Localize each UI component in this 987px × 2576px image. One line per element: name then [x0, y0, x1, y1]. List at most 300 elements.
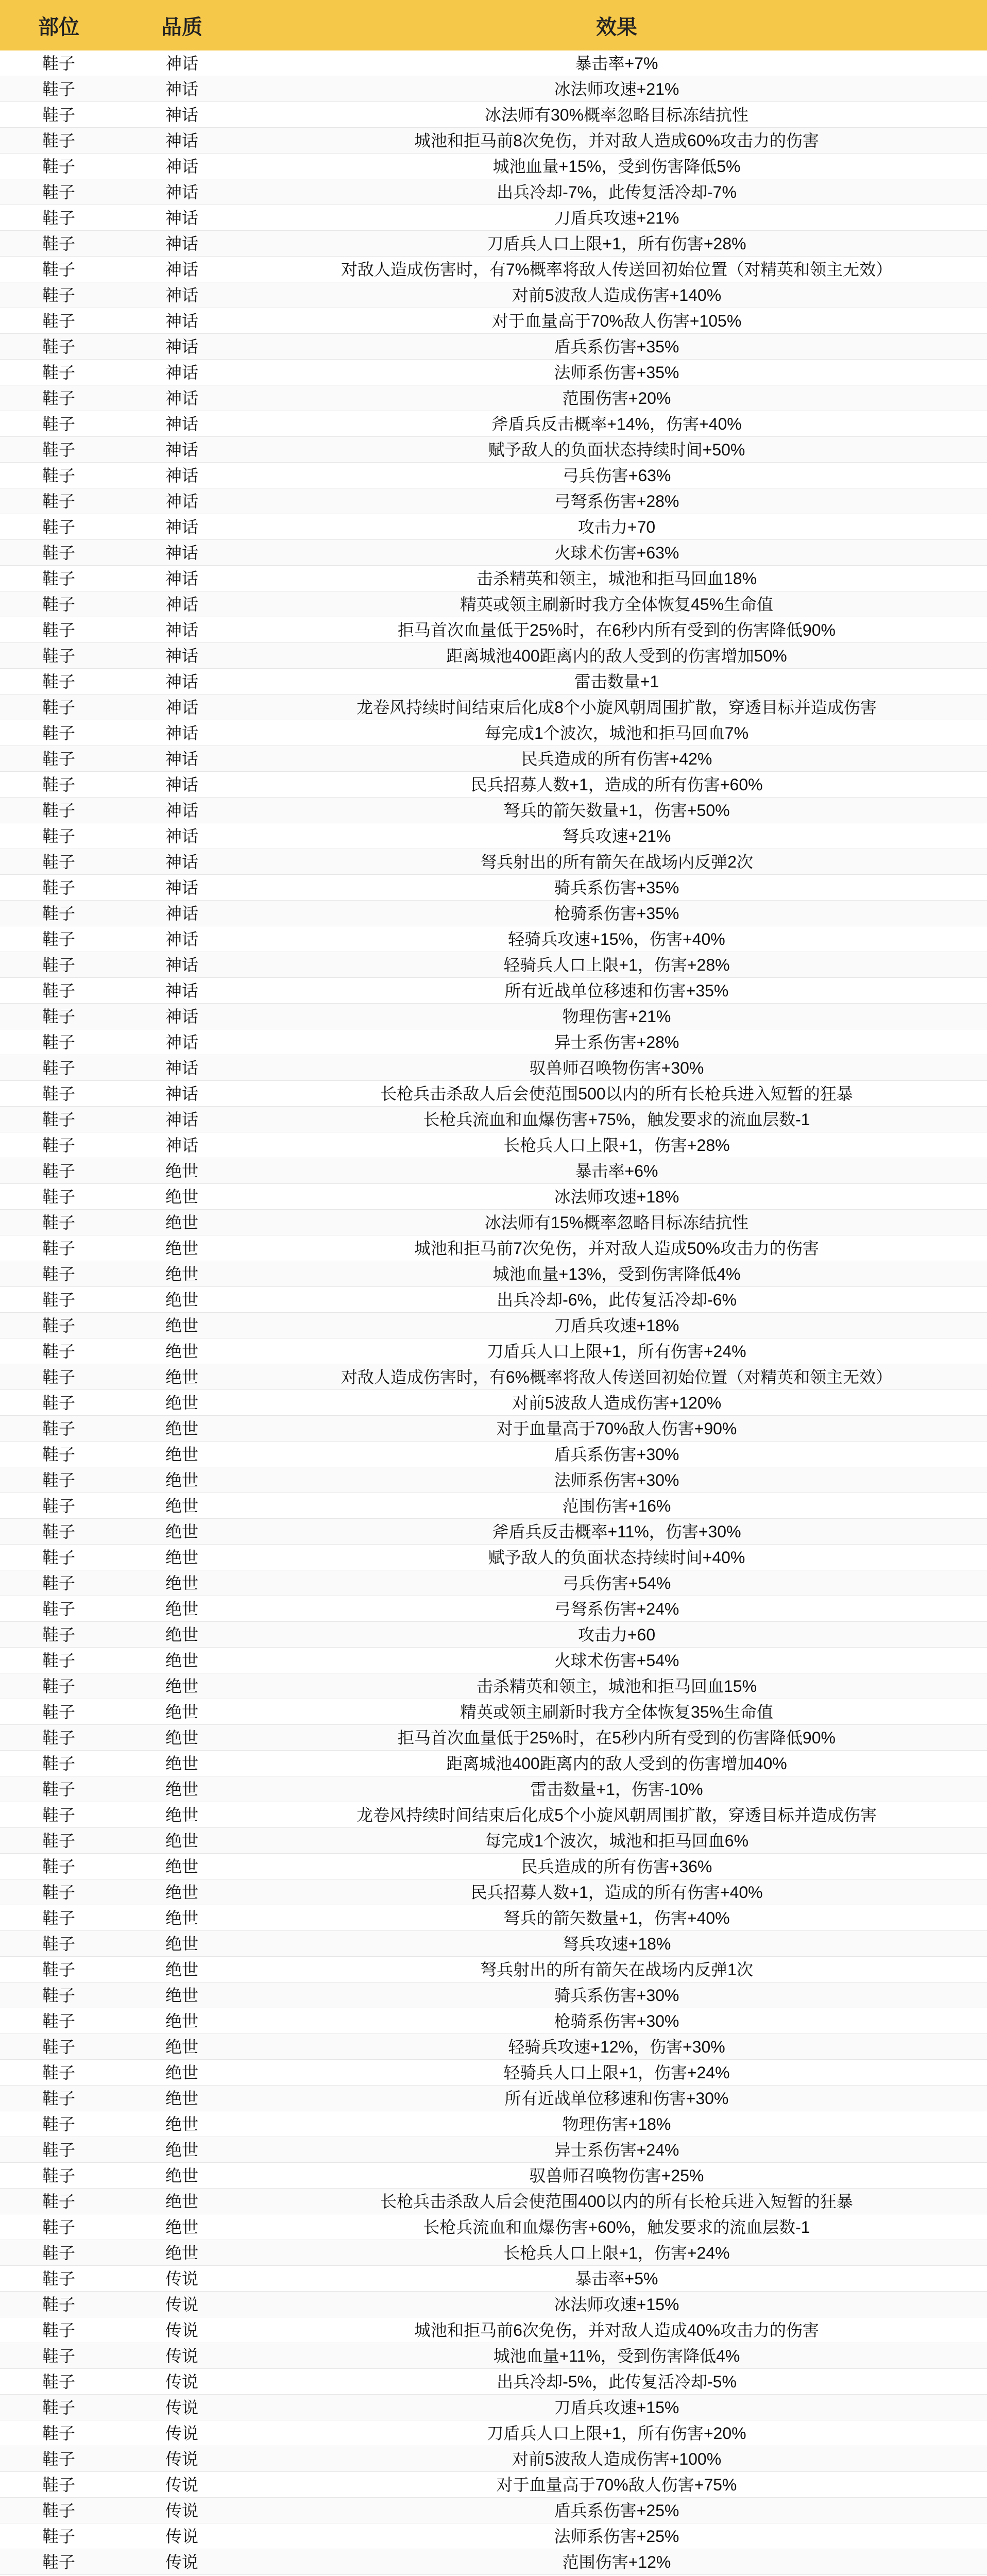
table-row	[0, 1751, 987, 1776]
table-row	[0, 1776, 987, 1802]
cell-effect: 弩兵的箭矢数量+1，伤害+40%	[503, 1908, 730, 1927]
cell-effect: 弓弩系伤害+28%	[554, 492, 679, 511]
cell-quality: 传说	[165, 2424, 198, 2443]
cell-effect: 冰法师攻速+18%	[554, 1187, 679, 1206]
cell-quality: 神话	[165, 1110, 198, 1129]
cell-slot: 鞋子	[42, 1393, 75, 1412]
cell-quality: 绝世	[165, 1805, 198, 1824]
cell-effect: 城池和拒马前8次免伤，并对敌人造成60%攻击力的伤害	[414, 131, 819, 150]
cell-slot: 鞋子	[42, 337, 75, 356]
table-row	[0, 257, 987, 282]
cell-quality: 神话	[165, 955, 198, 974]
cell-slot: 鞋子	[42, 1496, 75, 1515]
cell-quality: 神话	[165, 311, 198, 330]
cell-effect: 盾兵系伤害+30%	[554, 1445, 679, 1464]
cell-effect: 暴击率+6%	[575, 1161, 658, 1180]
cell-effect: 驭兽师召唤物伤害+30%	[529, 1058, 704, 1077]
cell-slot: 鞋子	[42, 79, 75, 98]
cell-quality: 绝世	[165, 1934, 198, 1953]
cell-quality: 绝世	[165, 1496, 198, 1515]
cell-slot: 鞋子	[42, 1573, 75, 1592]
cell-effect: 法师系伤害+25%	[554, 2527, 679, 2546]
cell-slot: 鞋子	[42, 131, 75, 150]
cell-slot: 鞋子	[42, 1084, 75, 1103]
cell-slot: 鞋子	[42, 466, 75, 485]
cell-slot: 鞋子	[42, 388, 75, 408]
cell-slot: 鞋子	[42, 1548, 75, 1567]
cell-effect: 轻骑兵人口上限+1，伤害+24%	[503, 2063, 730, 2082]
table-row	[0, 1313, 987, 1338]
cell-quality: 绝世	[165, 1986, 198, 2005]
cell-quality: 神话	[165, 826, 198, 845]
table-row	[0, 1854, 987, 1879]
cell-effect: 雷击数量+1，伤害-10%	[530, 1780, 703, 1799]
table-row	[0, 591, 987, 617]
table-row	[0, 488, 987, 514]
cell-slot: 鞋子	[42, 2424, 75, 2443]
cell-slot: 鞋子	[42, 311, 75, 330]
cell-effect: 轻骑兵攻速+12%，伤害+30%	[508, 2037, 725, 2056]
cell-effect: 对前5波敌人造成伤害+100%	[512, 2449, 722, 2468]
cell-quality: 神话	[165, 131, 198, 150]
cell-slot: 鞋子	[42, 1110, 75, 1129]
cell-quality: 绝世	[165, 1908, 198, 1927]
cell-quality: 神话	[165, 1058, 198, 1077]
cell-effect: 长枪兵流血和血爆伤害+75%，触发要求的流血层数-1	[423, 1110, 810, 1129]
cell-quality: 绝世	[165, 1470, 198, 1489]
table-row	[0, 514, 987, 540]
cell-quality: 绝世	[165, 1702, 198, 1721]
cell-slot: 鞋子	[42, 1058, 75, 1077]
cell-effect: 城池血量+15%，受到伤害降低5%	[492, 157, 741, 176]
cell-slot: 鞋子	[42, 1032, 75, 1052]
cell-quality: 神话	[165, 54, 198, 73]
table-row	[0, 1287, 987, 1313]
cell-quality: 绝世	[165, 2166, 198, 2185]
table-row	[0, 2395, 987, 2420]
cell-slot: 鞋子	[42, 1213, 75, 1232]
table-row	[0, 901, 987, 926]
cell-effect: 所有近战单位移速和伤害+30%	[504, 2089, 729, 2108]
cell-quality: 绝世	[165, 1599, 198, 1618]
cell-slot: 鞋子	[42, 157, 75, 176]
table-row	[0, 2137, 987, 2163]
cell-slot: 鞋子	[42, 646, 75, 665]
cell-effect: 龙卷风持续时间结束后化成8个小旋风朝周围扩散，穿透目标并造成伤害	[356, 698, 877, 717]
cell-quality: 绝世	[165, 1651, 198, 1670]
table-row	[0, 1802, 987, 1828]
cell-slot: 鞋子	[42, 826, 75, 845]
cell-slot: 鞋子	[42, 54, 75, 73]
table-row	[0, 798, 987, 823]
table-row	[0, 1416, 987, 1442]
cell-effect: 攻击力+60	[577, 1625, 656, 1644]
table-row	[0, 205, 987, 231]
cell-effect: 盾兵系伤害+35%	[554, 337, 679, 356]
cell-slot: 鞋子	[42, 1007, 75, 1026]
cell-quality: 绝世	[165, 1290, 198, 1309]
cell-slot: 鞋子	[42, 852, 75, 871]
table-row	[0, 2240, 987, 2266]
table-row	[0, 2163, 987, 2189]
cell-slot: 鞋子	[42, 2475, 75, 2494]
cell-effect: 距离城池400距离内的敌人受到的伤害增加50%	[446, 646, 787, 665]
table-row	[0, 2292, 987, 2317]
cell-effect: 法师系伤害+30%	[554, 1470, 679, 1489]
cell-slot: 鞋子	[42, 1470, 75, 1489]
cell-quality: 绝世	[165, 1728, 198, 1747]
cell-effect: 火球术伤害+63%	[554, 543, 679, 562]
cell-slot: 鞋子	[42, 1187, 75, 1206]
cell-slot: 鞋子	[42, 1960, 75, 1979]
table-body	[0, 50, 987, 2576]
cell-slot: 鞋子	[42, 904, 75, 923]
table-row	[0, 2369, 987, 2395]
table-row	[0, 154, 987, 179]
cell-effect: 对于血量高于70%敌人伤害+105%	[491, 311, 742, 330]
cell-quality: 绝世	[165, 1548, 198, 1567]
cell-quality: 神话	[165, 79, 198, 98]
cell-effect: 对前5波敌人造成伤害+120%	[512, 1393, 722, 1412]
table-row	[0, 1648, 987, 1673]
table-row	[0, 617, 987, 643]
cell-slot: 鞋子	[42, 1161, 75, 1180]
table-row	[0, 1158, 987, 1184]
table-row	[0, 1699, 987, 1725]
cell-quality: 神话	[165, 388, 198, 408]
cell-quality: 神话	[165, 620, 198, 639]
cell-slot: 鞋子	[42, 1264, 75, 1283]
cell-quality: 传说	[165, 2320, 198, 2340]
cell-slot: 鞋子	[42, 2295, 75, 2314]
cell-slot: 鞋子	[42, 981, 75, 1000]
cell-slot: 鞋子	[42, 1857, 75, 1876]
cell-effect: 轻骑兵人口上限+1，伤害+28%	[503, 955, 730, 974]
cell-effect: 长枪兵人口上限+1，伤害+24%	[503, 2243, 730, 2262]
cell-quality: 传说	[165, 2398, 198, 2417]
cell-quality: 神话	[165, 569, 198, 588]
cell-slot: 鞋子	[42, 105, 75, 124]
cell-slot: 鞋子	[42, 723, 75, 742]
cell-effect: 长枪兵流血和血爆伤害+60%，触发要求的流血层数-1	[423, 2217, 810, 2236]
table-row	[0, 2317, 987, 2343]
cell-quality: 绝世	[165, 1883, 198, 1902]
table-row	[0, 282, 987, 308]
cell-effect: 弩兵攻速+21%	[562, 826, 671, 845]
cell-effect: 刀盾兵攻速+18%	[554, 1316, 679, 1335]
table-row	[0, 1004, 987, 1029]
table-row	[0, 1261, 987, 1287]
cell-quality: 绝世	[165, 1393, 198, 1412]
cell-slot: 鞋子	[42, 1754, 75, 1773]
table-row	[0, 1235, 987, 1261]
cell-slot: 鞋子	[42, 1316, 75, 1335]
cell-quality: 传说	[165, 2527, 198, 2546]
cell-slot: 鞋子	[42, 1883, 75, 1902]
table-row	[0, 2214, 987, 2240]
table-row	[0, 1545, 987, 1570]
cell-slot: 鞋子	[42, 208, 75, 227]
cell-effect: 击杀精英和领主，城池和拒马回血15%	[476, 1676, 757, 1696]
cell-quality: 绝世	[165, 1625, 198, 1644]
cell-quality: 神话	[165, 723, 198, 742]
cell-quality: 绝世	[165, 1316, 198, 1335]
cell-quality: 绝世	[165, 1573, 198, 1592]
cell-effect: 击杀精英和领主，城池和拒马回血18%	[476, 569, 757, 588]
cell-quality: 神话	[165, 1136, 198, 1155]
cell-effect: 民兵招募人数+1，造成的所有伤害+60%	[470, 775, 763, 794]
cell-slot: 鞋子	[42, 517, 75, 536]
cell-quality: 神话	[165, 852, 198, 871]
cell-quality: 绝世	[165, 1367, 198, 1386]
table-row	[0, 2008, 987, 2034]
cell-slot: 鞋子	[42, 2243, 75, 2262]
cell-quality: 绝世	[165, 1161, 198, 1180]
cell-quality: 神话	[165, 698, 198, 717]
table-row	[0, 1442, 987, 1467]
cell-effect: 斧盾兵反击概率+11%，伤害+30%	[492, 1522, 741, 1541]
cell-slot: 鞋子	[42, 1805, 75, 1824]
cell-quality: 绝世	[165, 1264, 198, 1283]
cell-quality: 神话	[165, 749, 198, 768]
cell-effect: 弩兵射出的所有箭矢在战场内反弹1次	[480, 1960, 753, 1979]
cell-effect: 轻骑兵攻速+15%，伤害+40%	[508, 929, 725, 948]
cell-slot: 鞋子	[42, 775, 75, 794]
cell-effect: 赋予敌人的负面状态持续时间+40%	[488, 1548, 745, 1567]
cell-effect: 冰法师有15%概率忽略目标冻结抗性	[484, 1213, 749, 1232]
cell-effect: 出兵冷却-5%，此传复活冷却-5%	[497, 2372, 737, 2391]
table-row	[0, 1132, 987, 1158]
table-row	[0, 1673, 987, 1699]
table-row	[0, 849, 987, 875]
table-row	[0, 334, 987, 360]
table-row	[0, 360, 987, 385]
cell-quality: 传说	[165, 2501, 198, 2520]
cell-quality: 神话	[165, 801, 198, 820]
cell-quality: 传说	[165, 2449, 198, 2468]
cell-effect: 民兵招募人数+1，造成的所有伤害+40%	[470, 1883, 763, 1902]
table-row	[0, 978, 987, 1004]
cell-quality: 绝世	[165, 2140, 198, 2159]
cell-slot: 鞋子	[42, 2063, 75, 2082]
cell-quality: 神话	[165, 904, 198, 923]
cell-effect: 每完成1个波次，城池和拒马回血7%	[484, 723, 749, 742]
cell-quality: 绝世	[165, 2217, 198, 2236]
cell-effect: 龙卷风持续时间结束后化成5个小旋风朝周围扩散，穿透目标并造成伤害	[356, 1805, 877, 1824]
cell-slot: 鞋子	[42, 2140, 75, 2159]
cell-slot: 鞋子	[42, 595, 75, 614]
cell-quality: 神话	[165, 878, 198, 897]
cell-effect: 城池血量+13%，受到伤害降低4%	[492, 1264, 741, 1283]
cell-quality: 神话	[165, 260, 198, 279]
cell-slot: 鞋子	[42, 543, 75, 562]
cell-quality: 绝世	[165, 1342, 198, 1361]
table-row	[0, 76, 987, 102]
table-row	[0, 102, 987, 128]
cell-slot: 鞋子	[42, 672, 75, 691]
table-row	[0, 1390, 987, 1416]
cell-effect: 异士系伤害+28%	[554, 1032, 679, 1052]
cell-slot: 鞋子	[42, 1728, 75, 1747]
cell-effect: 攻击力+70	[577, 517, 656, 536]
cell-quality: 绝世	[165, 1187, 198, 1206]
cell-effect: 出兵冷却-6%，此传复活冷却-6%	[497, 1290, 737, 1309]
cell-effect: 城池和拒马前7次免伤，并对敌人造成50%攻击力的伤害	[414, 1239, 819, 1258]
table-row	[0, 2266, 987, 2292]
cell-quality: 神话	[165, 466, 198, 485]
cell-quality: 神话	[165, 672, 198, 691]
table-row	[0, 2086, 987, 2111]
cell-effect: 对敌人造成伤害时，有7%概率将敌人传送回初始位置（对精英和领主无效）	[341, 260, 893, 279]
cell-quality: 绝世	[165, 2011, 198, 2030]
cell-slot: 鞋子	[42, 698, 75, 717]
table-row	[0, 385, 987, 411]
cell-slot: 鞋子	[42, 929, 75, 948]
table-row	[0, 2472, 987, 2498]
table-row	[0, 720, 987, 746]
cell-slot: 鞋子	[42, 1239, 75, 1258]
cell-quality: 神话	[165, 595, 198, 614]
table-row	[0, 1519, 987, 1545]
cell-quality: 神话	[165, 337, 198, 356]
cell-effect: 刀盾兵人口上限+1，所有伤害+24%	[487, 1342, 746, 1361]
cell-slot: 鞋子	[42, 285, 75, 304]
cell-quality: 神话	[165, 182, 198, 201]
table-row	[0, 1828, 987, 1854]
table-row	[0, 566, 987, 591]
cell-effect: 刀盾兵人口上限+1，所有伤害+20%	[487, 2424, 746, 2443]
table-row	[0, 1931, 987, 1957]
cell-slot: 鞋子	[42, 182, 75, 201]
table-row	[0, 746, 987, 772]
cell-effect: 弩兵攻速+18%	[562, 1934, 671, 1953]
table-row	[0, 1184, 987, 1210]
table-row	[0, 308, 987, 334]
cell-quality: 绝世	[165, 1419, 198, 1438]
cell-effect: 民兵造成的所有伤害+42%	[521, 749, 712, 768]
cell-quality: 神话	[165, 543, 198, 562]
cell-quality: 传说	[165, 2295, 198, 2314]
cell-quality: 神话	[165, 208, 198, 227]
table-row	[0, 231, 987, 257]
cell-slot: 鞋子	[42, 1419, 75, 1438]
cell-effect: 精英或领主刷新时我方全体恢复35%生命值	[460, 1702, 774, 1721]
cell-effect: 弓兵伤害+63%	[562, 466, 671, 485]
cell-slot: 鞋子	[42, 749, 75, 768]
cell-slot: 鞋子	[42, 1367, 75, 1386]
cell-slot: 鞋子	[42, 2372, 75, 2391]
table-row	[0, 179, 987, 205]
cell-quality: 神话	[165, 981, 198, 1000]
cell-effect: 火球术伤害+54%	[554, 1651, 679, 1670]
cell-effect: 每完成1个波次，城池和拒马回血6%	[484, 1831, 749, 1850]
cell-effect: 驭兽师召唤物伤害+25%	[529, 2166, 704, 2185]
cell-effect: 冰法师有30%概率忽略目标冻结抗性	[484, 105, 749, 124]
table-row	[0, 50, 987, 76]
cell-slot: 鞋子	[42, 492, 75, 511]
cell-slot: 鞋子	[42, 1136, 75, 1155]
table-row	[0, 694, 987, 720]
cell-slot: 鞋子	[42, 1342, 75, 1361]
cell-slot: 鞋子	[42, 1908, 75, 1927]
cell-effect: 冰法师攻速+21%	[554, 79, 679, 98]
table-row	[0, 1879, 987, 1905]
cell-slot: 鞋子	[42, 414, 75, 433]
header-effect: 效果	[596, 15, 637, 39]
cell-effect: 冰法师攻速+15%	[554, 2295, 679, 2314]
table-row	[0, 952, 987, 978]
table-row	[0, 1596, 987, 1622]
table-row	[0, 926, 987, 952]
table-row	[0, 1364, 987, 1390]
cell-slot: 鞋子	[42, 260, 75, 279]
table-row	[0, 2111, 987, 2137]
cell-effect: 斧盾兵反击概率+14%，伤害+40%	[491, 414, 742, 433]
cell-slot: 鞋子	[42, 1445, 75, 1464]
table-row	[0, 2034, 987, 2060]
cell-quality: 神话	[165, 234, 198, 253]
cell-quality: 绝世	[165, 1780, 198, 1799]
cell-effect: 弓兵伤害+54%	[562, 1573, 671, 1592]
cell-quality: 神话	[165, 440, 198, 459]
cell-quality: 神话	[165, 1032, 198, 1052]
cell-effect: 物理伤害+21%	[562, 1007, 671, 1026]
cell-quality: 绝世	[165, 1445, 198, 1464]
cell-slot: 鞋子	[42, 2166, 75, 2185]
cell-slot: 鞋子	[42, 2527, 75, 2546]
table-row	[0, 772, 987, 798]
table-row	[0, 1029, 987, 1055]
cell-slot: 鞋子	[42, 363, 75, 382]
cell-quality: 传说	[165, 2346, 198, 2365]
cell-slot: 鞋子	[42, 1986, 75, 2005]
cell-effect: 对于血量高于70%敌人伤害+90%	[496, 1419, 737, 1438]
cell-quality: 绝世	[165, 1213, 198, 1232]
cell-slot: 鞋子	[42, 2346, 75, 2365]
cell-effect: 对敌人造成伤害时，有6%概率将敌人传送回初始位置（对精英和领主无效）	[341, 1367, 893, 1386]
cell-slot: 鞋子	[42, 1599, 75, 1618]
table-row	[0, 823, 987, 849]
table-row	[0, 411, 987, 437]
cell-quality: 绝世	[165, 2037, 198, 2056]
cell-effect: 盾兵系伤害+25%	[554, 2501, 679, 2520]
cell-slot: 鞋子	[42, 569, 75, 588]
cell-slot: 鞋子	[42, 2114, 75, 2133]
table-row	[0, 1622, 987, 1648]
cell-effect: 弓弩系伤害+24%	[554, 1599, 679, 1618]
cell-effect: 暴击率+7%	[575, 54, 658, 73]
cell-slot: 鞋子	[42, 1934, 75, 1953]
table-row	[0, 1210, 987, 1235]
cell-effect: 民兵造成的所有伤害+36%	[521, 1857, 712, 1876]
cell-effect: 所有近战单位移速和伤害+35%	[504, 981, 729, 1000]
cell-effect: 拒马首次血量低于25%时，在5秒内所有受到的伤害降低90%	[398, 1728, 836, 1747]
cell-quality: 神话	[165, 1007, 198, 1026]
table-row	[0, 1570, 987, 1596]
cell-effect: 长枪兵击杀敌人后会使范围500以内的所有长枪兵进入短暂的狂暴	[380, 1084, 853, 1103]
header-quality: 品质	[161, 15, 202, 39]
cell-quality: 绝世	[165, 1831, 198, 1850]
cell-slot: 鞋子	[42, 2192, 75, 2211]
cell-quality: 绝世	[165, 1239, 198, 1258]
cell-effect: 骑兵系伤害+35%	[554, 878, 679, 897]
table-row	[0, 2549, 987, 2575]
cell-effect: 精英或领主刷新时我方全体恢复45%生命值	[460, 595, 774, 614]
table-row	[0, 2189, 987, 2214]
table-row	[0, 1338, 987, 1364]
cell-effect: 城池和拒马前6次免伤，并对敌人造成40%攻击力的伤害	[414, 2320, 819, 2340]
cell-effect: 枪骑系伤害+35%	[554, 904, 679, 923]
